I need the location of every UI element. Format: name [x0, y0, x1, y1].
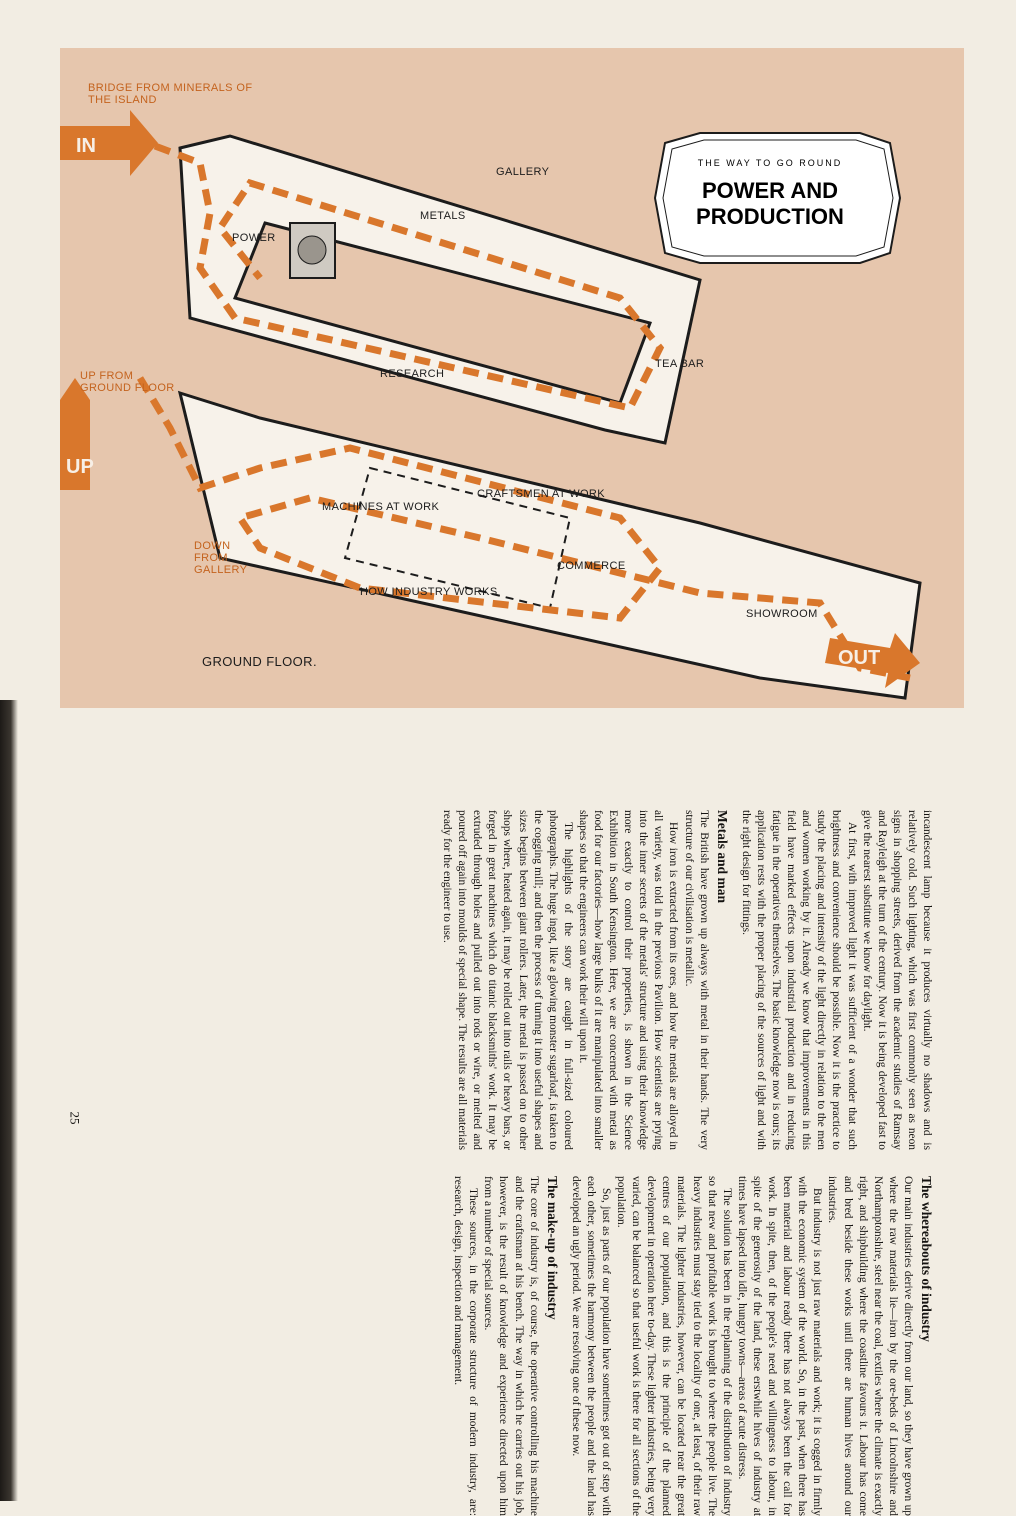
down-from-label: DOWN FROM GALLERY — [194, 540, 248, 576]
paragraph: So, just as parts of our population have sometimes got out of step with each other, sometimes the harmony between the people and the land has developed an ugly period. We are resolving one of these now. — [569, 1176, 613, 1516]
title-heading: POWER AND PRODUCTION — [696, 178, 844, 229]
paragraph: But industry is not just raw materials and work; it is cogged in firmly with the economic system of the world. So, in the past, when there has been material and labour ready there has not always been the call for work. In spite, then, of the people's need and willingness to labour, in spite of the generosity of the land, these erstwhile hives of industry at times have lapsed into idle, hungry towns—areas of acute distress. — [735, 1176, 824, 1516]
power-machine-illustration — [290, 223, 335, 278]
paragraph: Our main industries derive directly from our land, so they have grown up where the raw materials lie—iron by the ore-beds of Lincolnshire and Northamptonshire, steel near the coal, textiles where the climate is exactly right, and shipbuilding where the coastline favours it. Labour has come and bred beside these works until there are human hives around our industries. — [826, 1176, 914, 1516]
text-column-2 — [94, 1176, 934, 1516]
commerce-label: COMMERCE — [557, 560, 626, 572]
ground-floor-label: GROUND FLOOR. — [202, 654, 317, 669]
title-block — [655, 134, 885, 264]
floor-plan-map — [60, 48, 964, 708]
power-label: POWER — [232, 232, 276, 244]
up-from-label: UP FROM GROUND FLOOR — [80, 370, 175, 394]
rotated-text-page — [94, 810, 934, 1516]
out-arrow-label: OUT — [838, 647, 881, 669]
in-arrow — [60, 110, 158, 176]
page-number: 25 — [67, 1111, 83, 1125]
metals-label: METALS — [420, 210, 466, 222]
paragraph: At first, with improved light it was sufficient of a wonder that such brightness and convenience should be possible. Now it is the practice to study the placing and intensity of the light directly in relation to the men and women working by it. Already we know that improvements in this field have marked effects upon industrial production and in reducing fatigue in the operatives themselves. The basic knowledge now is ours; its application rests with the proper placing of the sources of light and with the right design for fittings. — [739, 810, 858, 1150]
tea-bar-label: TEA BAR — [655, 358, 705, 370]
paragraph: The British have grown up always with metal in their hands. The very structure of our civilisation is metallic. — [682, 810, 710, 1150]
showroom-label: SHOWROOM — [746, 608, 818, 620]
paragraph: The solution has been in the replanning of the distribution of industry so that new and profitable work is brought to where the people live. The heavy industries must stay tied to the locality of one, at least, of their raw materials. The lighter industries, however, can be located near the great centres of our population, and this is the principle of the planned development in operation here to-day. These lighter industries, being very varied, can be balanced so that useful work is there for all sections of the population. — [615, 1176, 733, 1516]
section-heading: Metals and man — [714, 810, 730, 904]
craftsmen-label: CRAFTSMEN AT WORK — [477, 488, 606, 500]
text-column-1 — [94, 810, 934, 1150]
paragraph: The highlights of the story are caught in full-sized coloured photographs. The huge ingot, like a glowing monster sugarloaf, is taken to the cogging mill; and then the process of turning it into useful shapes and sizes begins between giant rollers. Later, the metal is passed on to other shops where, heated again, it may be rolled out into rails or heavy bars, or forged in great machines which do titanic blacksmiths' work. It may be extruded through holes and pulled out into rods or wire, or melted and poured off again into moulds of special shape. The results are all materials ready for the engineer to use. — [441, 810, 574, 1150]
research-label: RESEARCH — [380, 368, 445, 380]
title-subheading: THE WAY TO GO ROUND — [697, 158, 843, 168]
paragraph: These sources, in the corporate structure of modern industry, are: research, design, inspection and management. — [452, 1176, 480, 1516]
how-industry-label: HOW INDUSTRY WORKS — [360, 586, 498, 598]
bridge-label: BRIDGE FROM MINERALS OF THE ISLAND — [88, 82, 253, 106]
paragraph: How iron is extracted from its ores, and how the metals are alloyed in all variety, was told in the previous Pavilion. How scientists are prying into the inner secrets of the metals' structure and using their knowledge more exactly to control their properties, is shown in the Science Exhibition in South Kensington. Here, we are concerned with metal as food for our factories—how large bulks of it are manipulated into smaller shapes so that the engineers can work their will upon it. — [576, 810, 680, 1150]
paragraph: incandescent lamp because it produces virtually no shadows and is relatively cold. Such lighting, which was first commonly seen as neon signs in shopping streets, derived from the academic studies of Ramsay and Rayleigh at the turn of the century. Now it is being developed fast to give the nearest substitute we know for daylight. — [860, 810, 933, 1150]
book-spine-shadow — [0, 700, 18, 1501]
up-arrow — [60, 378, 94, 490]
gallery-label: GALLERY — [496, 166, 550, 178]
up-arrow-label: UP — [66, 456, 94, 478]
machines-label: MACHINES AT WORK — [322, 501, 440, 513]
in-arrow-label: IN — [76, 135, 96, 157]
section-heading: The whereabouts of industry — [919, 1176, 934, 1342]
paragraph: The core of industry is, of course, the operative controlling his machine and the craftsman at his bench. The way in which he carries out his job, however, is the result of knowledge and experience directed upon him from a number of special sources. — [482, 1176, 540, 1516]
section-heading: The make-up of industry — [544, 1176, 560, 1320]
